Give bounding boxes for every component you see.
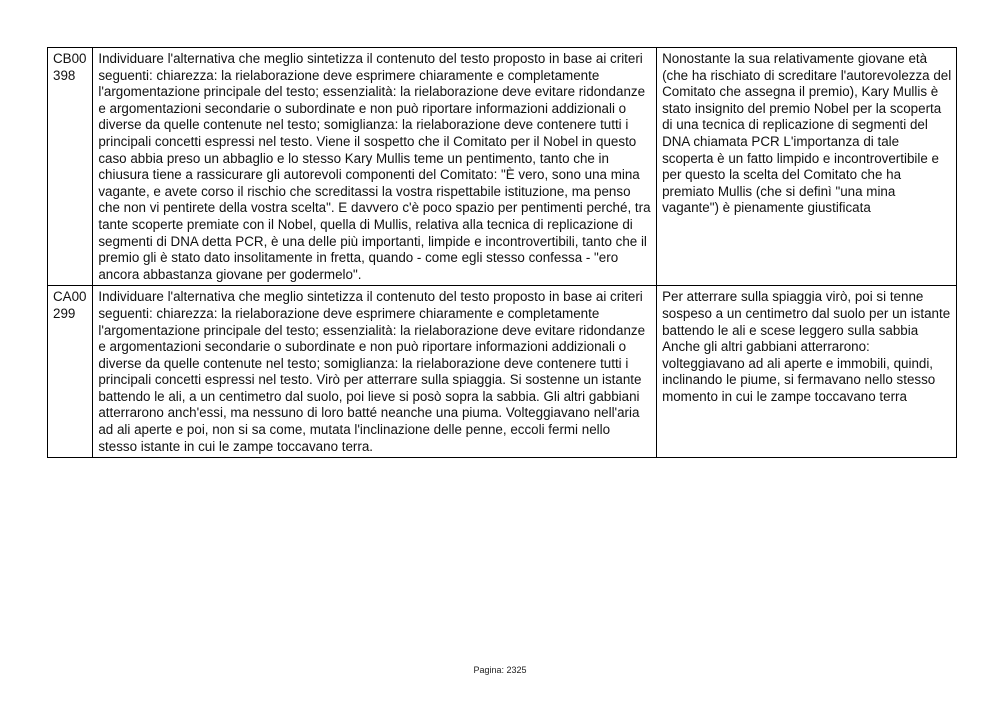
page-number: Pagina: 2325 <box>473 665 527 675</box>
questions-table <box>47 47 957 458</box>
question-text: Individuare l'alternativa che meglio sintetizza il contenuto del testo proposto in base ai criteri seguenti: chiarezza: la rielaborazione deve esprimere chiaramente e completamente l'argomentazione principale del testo; essenzialità: la rielaborazione deve evitare ridondanze e argomentazioni secondarie o subordinate e non può riportare informazioni addizionali o diverse da quelle contenute nel testo; somiglianza: la rielaborazione deve contenere tutti i principali concetti espressi nel testo. Virò per atterrare sulla spiaggia. Si sostenne un istante battendo le ali, a un centimetro dal suolo, poi lieve si posò sopra la sabbia. Gli altri gabbiani atterrarono anch'essi, ma nessuno di loro batté neanche una piuma. Volteggiavano nell'aria ad ali aperte e poi, non si sa come, mutata l'inclinazione delle penne, eccoli fermi nello stesso istante in cui le zampe toccavano terra. <box>93 286 657 458</box>
answer-text: Nonostante la sua relativamente giovane età (che ha rischiato di screditare l'autorevolezza del Comitato che assegna il premio), Kary Mullis è stato insignito del premio Nobel per la scoperta di una tecnica di replicazione di segmenti del DNA chiamata PCR L'importanza di tale scoperta è un fatto limpido e incontrovertibile e per questo la scelta del Comitato che ha premiato Mullis (che si definì "una mina vagante") è pienamente giustificata <box>657 48 957 286</box>
answer-text: Per atterrare sulla spiaggia virò, poi si tenne sospeso a un centimetro dal suolo per un istante battendo le ali e scese leggero sulla sabbia Anche gli altri gabbiani atterrarono: volteggiavano ad ali aperte e immobili, quindi, inclinando le piume, si fermavano nello stesso momento in cui le zampe toccavano terra <box>657 286 957 458</box>
question-text: Individuare l'alternativa che meglio sintetizza il contenuto del testo proposto in base ai criteri seguenti: chiarezza: la rielaborazione deve esprimere chiaramente e completamente l'argomentazione principale del testo; essenzialità: la rielaborazione deve evitare ridondanze e argomentazioni secondarie o subordinate e non può riportare informazioni addizionali o diverse da quelle contenute nel testo; somiglianza: la rielaborazione deve contenere tutti i principali concetti espressi nel testo. Viene il sospetto che il Comitato per il Nobel in questo caso abbia preso un abbaglio e lo stesso Kary Mullis teme un pentimento, tanto che in chiusura tiene a rassicurare gli autorevoli componenti del Comitato: "È vero, sono una mina vagante, e avete corso il rischio che screditassi la vostra rispettabile istituzione, ma penso che non vi pentirete della vostra scelta". E davvero c'è poco spazio per pentimenti perché, tra tante scoperte premiate con il Nobel, quella di Mullis, relativa alla tecnica di replicazione di segmenti di DNA detta PCR, è una delle più importanti, limpide e incontrovertibili, tanto che il premio gli è stato dato insolitamente in fretta, quando - come egli stesso confessa - "ero ancora abbastanza giovane per godermelo". <box>93 48 657 286</box>
question-code: CA00299 <box>48 286 93 458</box>
question-code: CB00398 <box>48 48 93 286</box>
table-row <box>48 48 957 286</box>
table-row <box>48 286 957 458</box>
